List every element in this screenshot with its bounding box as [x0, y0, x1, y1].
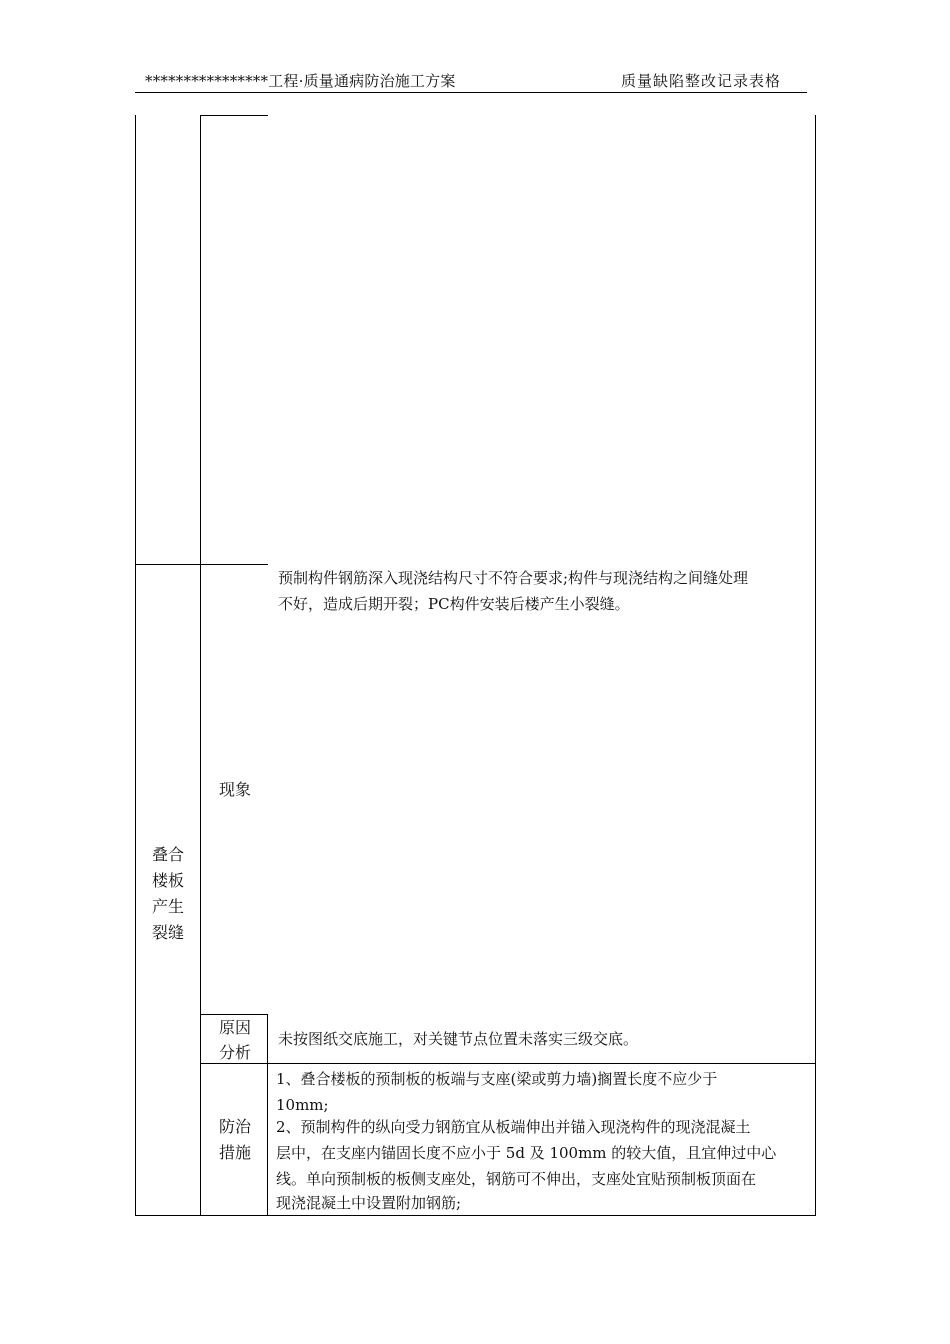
- header-divider: [135, 92, 807, 93]
- table-border-left: [135, 115, 136, 1216]
- prevention-text-line-2: 10mm;: [276, 1096, 329, 1114]
- prevention-text-line-1: 1、叠合楼板的预制板的板端与支座(梁或剪力墙)搁置长度不应少于: [276, 1070, 718, 1088]
- category-line-2: 楼板: [151, 871, 184, 890]
- table-rule-prevention-top: [200, 1063, 816, 1064]
- phenomenon-text-line-2: 不好，造成后期开裂；PC构件安装后楼产生小裂缝。: [278, 595, 630, 613]
- table-divider-category: [200, 115, 201, 1216]
- prevention-text-line-6: 现浇混凝土中设置附加钢筋;: [276, 1194, 462, 1212]
- phenomenon-text-line-1: 预制构件钢筋深入现浇结构尺寸不符合要求;构件与现浇结构之间缝处理: [278, 569, 749, 587]
- phenomenon-label: 现象: [218, 780, 251, 799]
- cause-label-line-1: 原因: [218, 1018, 251, 1037]
- prevention-text-line-3: 2、预制构件的纵向受力钢筋宜从板端伸出并锚入现浇构件的现浇混凝土: [276, 1118, 751, 1136]
- prevention-label-line-1: 防治: [218, 1117, 251, 1136]
- cause-text: 未按图纸交底施工，对关键节点位置未落实三级交底。: [278, 1030, 639, 1048]
- prevention-text-line-4: 层中，在支座内锚固长度不应小于 5d 及 100mm 的较大值，且宜伸过中心: [276, 1144, 777, 1162]
- document-project-title: ****************工程·质量通病防治施工方案: [145, 72, 456, 90]
- cause-label-line-2: 分析: [218, 1043, 251, 1062]
- category-line-3: 产生: [151, 897, 184, 916]
- table-border-bottom: [135, 1215, 816, 1216]
- table-border-right: [815, 115, 816, 1216]
- category-line-1: 叠合: [151, 845, 184, 864]
- category-line-4: 裂缝: [151, 923, 184, 942]
- prevention-text-line-5: 线。单向预制板的板侧支座处，钢筋可不伸出，支座处宜贴预制板顶面在: [276, 1170, 757, 1188]
- table-rule-top-short: [200, 115, 268, 116]
- prevention-label-line-2: 措施: [218, 1143, 251, 1162]
- table-row-separator-item: [135, 564, 268, 565]
- table-divider-label-top: [267, 1014, 268, 1216]
- document-section-title: 质量缺陷整改记录表格: [621, 72, 782, 90]
